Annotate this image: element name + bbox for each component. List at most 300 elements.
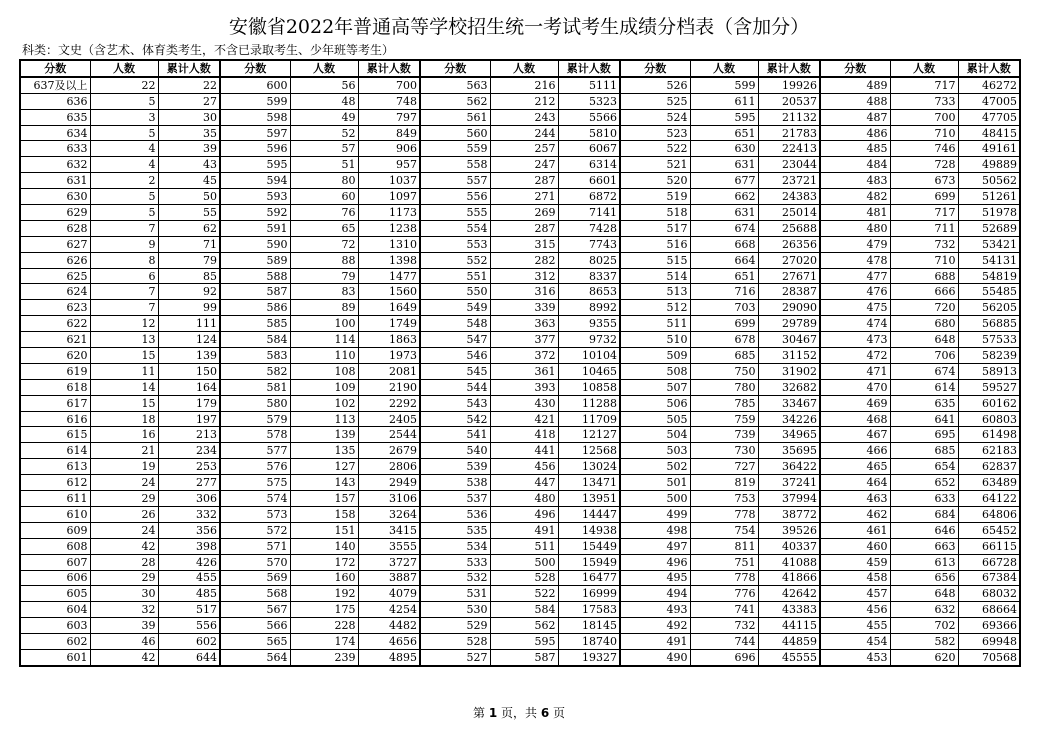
cell-count: 65: [290, 220, 358, 236]
cell-count: 127: [290, 459, 358, 475]
table-row: [20, 316, 1020, 332]
cell-count: 632: [890, 602, 958, 618]
cell-cumulative: 99: [158, 300, 220, 316]
cell-score: 588: [220, 268, 290, 284]
cell-cumulative: 9355: [558, 316, 620, 332]
cell-count: 699: [890, 189, 958, 205]
cell-score: 549: [420, 300, 490, 316]
cell-count: 750: [690, 363, 758, 379]
cell-count: 716: [690, 284, 758, 300]
cell-count: 24: [90, 475, 158, 491]
cell-score: 462: [820, 506, 890, 522]
cell-score: 552: [420, 252, 490, 268]
table-row: [20, 554, 1020, 570]
cell-cumulative: 9732: [558, 332, 620, 348]
cell-count: 710: [890, 252, 958, 268]
cell-score: 577: [220, 443, 290, 459]
cell-count: 160: [290, 570, 358, 586]
cell-cumulative: 17583: [558, 602, 620, 618]
cell-score: 585: [220, 316, 290, 332]
cell-count: 720: [890, 300, 958, 316]
cell-cumulative: 4895: [358, 649, 420, 665]
cell-cumulative: 11288: [558, 395, 620, 411]
cell-cumulative: 44115: [758, 618, 820, 634]
cell-count: 819: [690, 475, 758, 491]
cell-score: 493: [620, 602, 690, 618]
cell-cumulative: 517: [158, 602, 220, 618]
cell-score: 538: [420, 475, 490, 491]
cell-score: 625: [20, 268, 90, 284]
cell-cumulative: 64806: [958, 506, 1020, 522]
cell-count: 315: [490, 236, 558, 252]
cell-count: 668: [690, 236, 758, 252]
table-row: [20, 332, 1020, 348]
cell-score: 547: [420, 332, 490, 348]
table-row: [20, 618, 1020, 634]
cell-cumulative: 29090: [758, 300, 820, 316]
total-pages-number: 6: [540, 706, 550, 720]
cell-count: 7: [90, 300, 158, 316]
cell-count: 648: [890, 332, 958, 348]
cell-count: 11: [90, 363, 158, 379]
cell-score: 496: [620, 554, 690, 570]
cell-cumulative: 16999: [558, 586, 620, 602]
cell-score: 468: [820, 411, 890, 427]
cell-count: 730: [690, 443, 758, 459]
cell-cumulative: 35695: [758, 443, 820, 459]
cell-cumulative: 20537: [758, 93, 820, 109]
cell-cumulative: 49889: [958, 157, 1020, 173]
table-row: [20, 459, 1020, 475]
cell-score: 594: [220, 173, 290, 189]
cell-score: 615: [20, 427, 90, 443]
cell-count: 372: [490, 348, 558, 364]
cell-count: 114: [290, 332, 358, 348]
cell-cumulative: 62: [158, 220, 220, 236]
header-score: 分数: [20, 60, 90, 77]
cell-score: 530: [420, 602, 490, 618]
cell-count: 711: [890, 220, 958, 236]
cell-cumulative: 124: [158, 332, 220, 348]
cell-score: 600: [220, 77, 290, 93]
cell-cumulative: 24383: [758, 189, 820, 205]
cell-count: 778: [690, 506, 758, 522]
cell-score: 578: [220, 427, 290, 443]
cell-cumulative: 31152: [758, 348, 820, 364]
cell-cumulative: 39: [158, 141, 220, 157]
cell-count: 42: [90, 538, 158, 554]
cell-count: 16: [90, 427, 158, 443]
cell-cumulative: 27671: [758, 268, 820, 284]
header-count: 人数: [890, 60, 958, 77]
cell-count: 732: [690, 618, 758, 634]
cell-cumulative: 22413: [758, 141, 820, 157]
cell-cumulative: 18145: [558, 618, 620, 634]
cell-count: 21: [90, 443, 158, 459]
cell-cumulative: 29789: [758, 316, 820, 332]
cell-cumulative: 22: [158, 77, 220, 93]
cell-score: 562: [420, 93, 490, 109]
table-row: [20, 379, 1020, 395]
cell-count: 157: [290, 491, 358, 507]
cell-count: 685: [890, 443, 958, 459]
cell-cumulative: 426: [158, 554, 220, 570]
cell-count: 700: [890, 109, 958, 125]
cell-count: 699: [690, 316, 758, 332]
cell-score: 537: [420, 491, 490, 507]
cell-cumulative: 33467: [758, 395, 820, 411]
cell-count: 430: [490, 395, 558, 411]
cell-count: 599: [690, 77, 758, 93]
cell-cumulative: 38772: [758, 506, 820, 522]
table-row: [20, 395, 1020, 411]
cell-score: 465: [820, 459, 890, 475]
cell-count: 421: [490, 411, 558, 427]
cell-cumulative: 398: [158, 538, 220, 554]
cell-score: 564: [220, 649, 290, 665]
cell-count: 652: [890, 475, 958, 491]
cell-score: 559: [420, 141, 490, 157]
cell-cumulative: 7141: [558, 205, 620, 221]
cell-count: 271: [490, 189, 558, 205]
cell-cumulative: 13024: [558, 459, 620, 475]
cell-score: 542: [420, 411, 490, 427]
cell-count: 80: [290, 173, 358, 189]
cell-score: 474: [820, 316, 890, 332]
cell-count: 39: [90, 618, 158, 634]
cell-count: 491: [490, 522, 558, 538]
cell-cumulative: 356: [158, 522, 220, 538]
cell-score: 627: [20, 236, 90, 252]
cell-score: 609: [20, 522, 90, 538]
cell-cumulative: 1863: [358, 332, 420, 348]
table-row: [20, 475, 1020, 491]
cell-score: 492: [620, 618, 690, 634]
cell-count: 4: [90, 157, 158, 173]
cell-cumulative: 92: [158, 284, 220, 300]
table-row: [20, 93, 1020, 109]
cell-count: 42: [90, 649, 158, 665]
cell-cumulative: 58239: [958, 348, 1020, 364]
cell-cumulative: 10465: [558, 363, 620, 379]
category-note: 科类：文史（含艺术、体育类考生，不含已录取考生、少年班等考生）: [22, 43, 395, 57]
cell-count: 4: [90, 141, 158, 157]
cell-score: 583: [220, 348, 290, 364]
cell-cumulative: 10858: [558, 379, 620, 395]
cell-score: 471: [820, 363, 890, 379]
cell-score: 525: [620, 93, 690, 109]
cell-cumulative: 54131: [958, 252, 1020, 268]
cell-score: 572: [220, 522, 290, 538]
cell-score: 454: [820, 634, 890, 650]
cell-cumulative: 55485: [958, 284, 1020, 300]
cell-cumulative: 47705: [958, 109, 1020, 125]
cell-cumulative: 164: [158, 379, 220, 395]
cell-score: 482: [820, 189, 890, 205]
cell-count: 243: [490, 109, 558, 125]
header-count: 人数: [490, 60, 558, 77]
cell-cumulative: 2679: [358, 443, 420, 459]
cell-cumulative: 43: [158, 157, 220, 173]
cell-cumulative: 36422: [758, 459, 820, 475]
cell-score: 603: [20, 618, 90, 634]
cell-cumulative: 55: [158, 205, 220, 221]
cell-cumulative: 1477: [358, 268, 420, 284]
header-count: 人数: [290, 60, 358, 77]
cell-count: 511: [490, 538, 558, 554]
cell-cumulative: 179: [158, 395, 220, 411]
cell-score: 580: [220, 395, 290, 411]
cell-cumulative: 46272: [958, 77, 1020, 93]
table-row: [20, 411, 1020, 427]
cell-count: 15: [90, 348, 158, 364]
cell-score: 522: [620, 141, 690, 157]
cell-cumulative: 31902: [758, 363, 820, 379]
cell-cumulative: 15449: [558, 538, 620, 554]
cell-cumulative: 39526: [758, 522, 820, 538]
cell-count: 19: [90, 459, 158, 475]
cell-cumulative: 8337: [558, 268, 620, 284]
cell-count: 228: [290, 618, 358, 634]
cell-count: 13: [90, 332, 158, 348]
cell-cumulative: 1560: [358, 284, 420, 300]
cell-score: 573: [220, 506, 290, 522]
cell-score: 510: [620, 332, 690, 348]
cell-score: 513: [620, 284, 690, 300]
table-row: [20, 491, 1020, 507]
cell-score: 620: [20, 348, 90, 364]
cell-cumulative: 53421: [958, 236, 1020, 252]
cell-cumulative: 957: [358, 157, 420, 173]
header-cumulative: 累计人数: [558, 60, 620, 77]
cell-score: 491: [620, 634, 690, 650]
cell-score: 472: [820, 348, 890, 364]
cell-score: 565: [220, 634, 290, 650]
cell-score: 604: [20, 602, 90, 618]
cell-cumulative: 3887: [358, 570, 420, 586]
cell-count: 14: [90, 379, 158, 395]
cell-cumulative: 2190: [358, 379, 420, 395]
cell-cumulative: 18740: [558, 634, 620, 650]
cell-count: 72: [290, 236, 358, 252]
cell-score: 613: [20, 459, 90, 475]
cell-count: 7: [90, 284, 158, 300]
cell-cumulative: 111: [158, 316, 220, 332]
cell-cumulative: 1097: [358, 189, 420, 205]
cell-cumulative: 51978: [958, 205, 1020, 221]
cell-cumulative: 8025: [558, 252, 620, 268]
cell-score: 477: [820, 268, 890, 284]
cell-score: 503: [620, 443, 690, 459]
cell-score: 628: [20, 220, 90, 236]
cell-cumulative: 253: [158, 459, 220, 475]
cell-score: 489: [820, 77, 890, 93]
cell-score: 584: [220, 332, 290, 348]
cell-count: 316: [490, 284, 558, 300]
cell-count: 631: [690, 205, 758, 221]
cell-count: 282: [490, 252, 558, 268]
cell-score: 614: [20, 443, 90, 459]
cell-count: 664: [690, 252, 758, 268]
cell-count: 339: [490, 300, 558, 316]
cell-cumulative: 5323: [558, 93, 620, 109]
cell-cumulative: 57533: [958, 332, 1020, 348]
cell-score: 455: [820, 618, 890, 634]
header-cumulative: 累计人数: [958, 60, 1020, 77]
cell-cumulative: 10104: [558, 348, 620, 364]
cell-cumulative: 644: [158, 649, 220, 665]
cell-score: 598: [220, 109, 290, 125]
cell-cumulative: 60803: [958, 411, 1020, 427]
table-row: [20, 602, 1020, 618]
cell-count: 377: [490, 332, 558, 348]
cell-cumulative: 15949: [558, 554, 620, 570]
cell-score: 596: [220, 141, 290, 157]
cell-count: 29: [90, 570, 158, 586]
cell-count: 174: [290, 634, 358, 650]
cell-count: 685: [690, 348, 758, 364]
cell-cumulative: 8992: [558, 300, 620, 316]
cell-cumulative: 49161: [958, 141, 1020, 157]
header-count: 人数: [690, 60, 758, 77]
page-footer: 第 1 页，共 6 页: [472, 706, 565, 720]
cell-cumulative: 6601: [558, 173, 620, 189]
cell-score: 464: [820, 475, 890, 491]
cell-count: 635: [890, 395, 958, 411]
cell-count: 89: [290, 300, 358, 316]
cell-count: 584: [490, 602, 558, 618]
cell-count: 361: [490, 363, 558, 379]
table-row: [20, 586, 1020, 602]
cell-score: 453: [820, 649, 890, 665]
cell-score: 526: [620, 77, 690, 93]
cell-count: 100: [290, 316, 358, 332]
cell-count: 595: [490, 634, 558, 650]
cell-cumulative: 51261: [958, 189, 1020, 205]
cell-score: 557: [420, 173, 490, 189]
cell-score: 554: [420, 220, 490, 236]
cell-score: 593: [220, 189, 290, 205]
cell-cumulative: 66728: [958, 554, 1020, 570]
cell-count: 811: [690, 538, 758, 554]
cell-cumulative: 3415: [358, 522, 420, 538]
table-row: [20, 189, 1020, 205]
cell-cumulative: 1398: [358, 252, 420, 268]
cell-score: 582: [220, 363, 290, 379]
cell-count: 447: [490, 475, 558, 491]
table-row: [20, 220, 1020, 236]
cell-score: 597: [220, 125, 290, 141]
cell-score: 523: [620, 125, 690, 141]
cell-count: 212: [490, 93, 558, 109]
cell-cumulative: 19926: [758, 77, 820, 93]
cell-count: 633: [890, 491, 958, 507]
cell-score: 637及以上: [20, 77, 90, 93]
table-row: [20, 443, 1020, 459]
cell-score: 587: [220, 284, 290, 300]
cell-count: 109: [290, 379, 358, 395]
cell-cumulative: 556: [158, 618, 220, 634]
header-cumulative: 累计人数: [158, 60, 220, 77]
table-row: [20, 649, 1020, 665]
cell-score: 500: [620, 491, 690, 507]
cell-score: 532: [420, 570, 490, 586]
cell-cumulative: 332: [158, 506, 220, 522]
cell-cumulative: 69948: [958, 634, 1020, 650]
cell-count: 695: [890, 427, 958, 443]
cell-cumulative: 11709: [558, 411, 620, 427]
cell-score: 556: [420, 189, 490, 205]
cell-score: 541: [420, 427, 490, 443]
cell-count: 192: [290, 586, 358, 602]
cell-count: 26: [90, 506, 158, 522]
cell-count: 158: [290, 506, 358, 522]
cell-count: 113: [290, 411, 358, 427]
cell-score: 499: [620, 506, 690, 522]
cell-cumulative: 1973: [358, 348, 420, 364]
table-row: [20, 268, 1020, 284]
cell-score: 535: [420, 522, 490, 538]
cell-score: 507: [620, 379, 690, 395]
header-score: 分数: [620, 60, 690, 77]
cell-cumulative: 44859: [758, 634, 820, 650]
cell-score: 498: [620, 522, 690, 538]
table-row: [20, 173, 1020, 189]
cell-score: 473: [820, 332, 890, 348]
cell-cumulative: 23044: [758, 157, 820, 173]
cell-score: 490: [620, 649, 690, 665]
cell-cumulative: 1173: [358, 205, 420, 221]
table-row: [20, 506, 1020, 522]
cell-score: 617: [20, 395, 90, 411]
cell-score: 605: [20, 586, 90, 602]
cell-cumulative: 1310: [358, 236, 420, 252]
cell-count: 48: [290, 93, 358, 109]
cell-cumulative: 40337: [758, 538, 820, 554]
cell-count: 247: [490, 157, 558, 173]
table-header-row: [20, 60, 1020, 77]
cell-cumulative: 50562: [958, 173, 1020, 189]
cell-cumulative: 5810: [558, 125, 620, 141]
cell-count: 614: [890, 379, 958, 395]
cell-cumulative: 27020: [758, 252, 820, 268]
cell-cumulative: 5111: [558, 77, 620, 93]
cell-score: 616: [20, 411, 90, 427]
cell-score: 612: [20, 475, 90, 491]
cell-cumulative: 19327: [558, 649, 620, 665]
cell-count: 418: [490, 427, 558, 443]
cell-cumulative: 35: [158, 125, 220, 141]
cell-score: 467: [820, 427, 890, 443]
cell-count: 151: [290, 522, 358, 538]
cell-cumulative: 12568: [558, 443, 620, 459]
cell-count: 620: [890, 649, 958, 665]
cell-score: 636: [20, 93, 90, 109]
cell-count: 76: [290, 205, 358, 221]
cell-score: 461: [820, 522, 890, 538]
cell-count: 46: [90, 634, 158, 650]
cell-score: 508: [620, 363, 690, 379]
cell-cumulative: 56885: [958, 316, 1020, 332]
table-row: [20, 252, 1020, 268]
cell-score: 515: [620, 252, 690, 268]
cell-cumulative: 26356: [758, 236, 820, 252]
cell-count: 244: [490, 125, 558, 141]
cell-cumulative: 6872: [558, 189, 620, 205]
table-row: [20, 300, 1020, 316]
cell-cumulative: 7743: [558, 236, 620, 252]
cell-count: 702: [890, 618, 958, 634]
